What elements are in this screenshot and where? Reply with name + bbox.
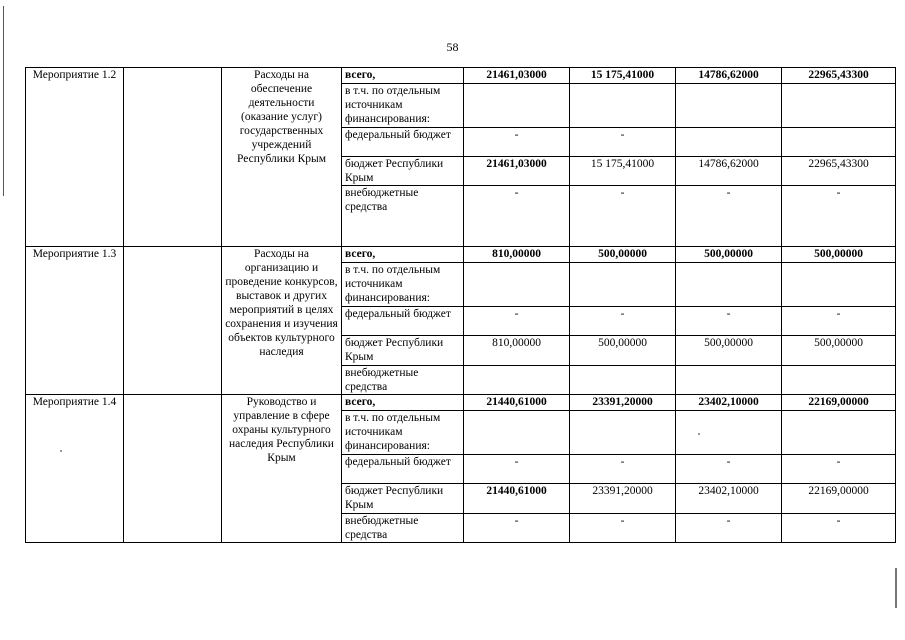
amount-cell: 15 175,41000 [570,68,676,84]
amount-cell [464,365,570,394]
funding-source: внебюджетные средства [342,365,464,394]
amount-cell: 22965,43300 [782,68,896,84]
amount-cell: - [570,306,676,335]
amount-cell: - [782,306,896,335]
empty-cell [124,68,222,247]
amount-cell [782,411,896,455]
amount-cell [676,127,782,156]
event-description: Расходы на организацию и проведение конкурсов, выставок и других мероприятий в целях сохранения и изучения объектов культурного наследия [222,247,342,395]
amount-cell: - [464,454,570,483]
amount-cell: 500,00000 [676,247,782,263]
funding-source: федеральный бюджет [342,127,464,156]
scan-edge-line-right [895,568,897,608]
amount-cell: 810,00000 [464,336,570,365]
event-description: Расходы на обеспечение деятельности (оказание услуг) государственных учреждений Республики Крым [222,68,342,247]
amount-cell [676,263,782,307]
empty-cell [124,395,222,543]
amount-cell: 21440,61000 [464,484,570,513]
amount-cell: - [570,513,676,542]
event-description: Руководство и управление в сфере охраны культурного наследия Республики Крым [222,395,342,543]
amount-cell [464,411,570,455]
funding-source: бюджет Республики Крым [342,484,464,513]
amount-cell [676,84,782,128]
funding-source: внебюджетные средства [342,186,464,247]
amount-cell: 21461,03000 [464,157,570,186]
amount-cell: - [464,186,570,247]
stray-mark [698,433,700,435]
amount-cell: 21461,03000 [464,68,570,84]
amount-cell [464,263,570,307]
amount-cell: 14786,62000 [676,68,782,84]
amount-cell: - [782,186,896,247]
event-label: Мероприятие 1.3 [26,247,124,395]
amount-cell: - [464,127,570,156]
funding-source: федеральный бюджет [342,306,464,335]
amount-cell [464,84,570,128]
amount-cell: 500,00000 [782,336,896,365]
amount-cell: 22965,43300 [782,157,896,186]
amount-cell: - [464,513,570,542]
amount-cell: 22169,00000 [782,484,896,513]
funding-source: в т.ч. по отдельным источникам финансирования: [342,84,464,128]
amount-cell [570,365,676,394]
amount-cell: 23391,20000 [570,395,676,411]
amount-cell: 15 175,41000 [570,157,676,186]
event-label: Мероприятие 1.2 [26,68,124,247]
amount-cell: 500,00000 [782,247,896,263]
amount-cell: - [782,513,896,542]
funding-source: внебюджетные средства [342,513,464,542]
amount-cell: 22169,00000 [782,395,896,411]
amount-cell [570,411,676,455]
amount-cell: 500,00000 [570,247,676,263]
amount-cell: 23402,10000 [676,484,782,513]
amount-cell: 810,00000 [464,247,570,263]
stray-mark [60,450,62,452]
table-row [26,247,896,263]
table-body [26,68,896,543]
amount-cell [570,263,676,307]
table-row [26,395,896,411]
amount-cell: - [676,186,782,247]
funding-source: всего, [342,395,464,411]
amount-cell: - [782,454,896,483]
budget-table [25,67,896,543]
funding-source: бюджет Республики Крым [342,336,464,365]
amount-cell: - [676,513,782,542]
amount-cell: - [570,454,676,483]
amount-cell [782,365,896,394]
amount-cell: - [676,454,782,483]
amount-cell [676,411,782,455]
amount-cell: - [676,306,782,335]
funding-source: всего, [342,68,464,84]
empty-cell [124,247,222,395]
scan-edge-line [3,6,4,196]
amount-cell: 21440,61000 [464,395,570,411]
amount-cell [570,84,676,128]
event-label: Мероприятие 1.4 [26,395,124,543]
amount-cell: - [570,186,676,247]
page-number: 58 [446,40,459,54]
table-row [26,68,896,84]
funding-source: в т.ч. по отдельным источникам финансирования: [342,411,464,455]
amount-cell [782,127,896,156]
funding-source: бюджет Республики Крым [342,157,464,186]
amount-cell: 500,00000 [570,336,676,365]
amount-cell [782,263,896,307]
funding-source: федеральный бюджет [342,454,464,483]
amount-cell: - [570,127,676,156]
amount-cell: 23391,20000 [570,484,676,513]
amount-cell [782,84,896,128]
funding-source: в т.ч. по отдельным источникам финансирования: [342,263,464,307]
amount-cell: 500,00000 [676,336,782,365]
amount-cell [676,365,782,394]
amount-cell: 23402,10000 [676,395,782,411]
amount-cell: 14786,62000 [676,157,782,186]
amount-cell: - [464,306,570,335]
funding-source: всего, [342,247,464,263]
